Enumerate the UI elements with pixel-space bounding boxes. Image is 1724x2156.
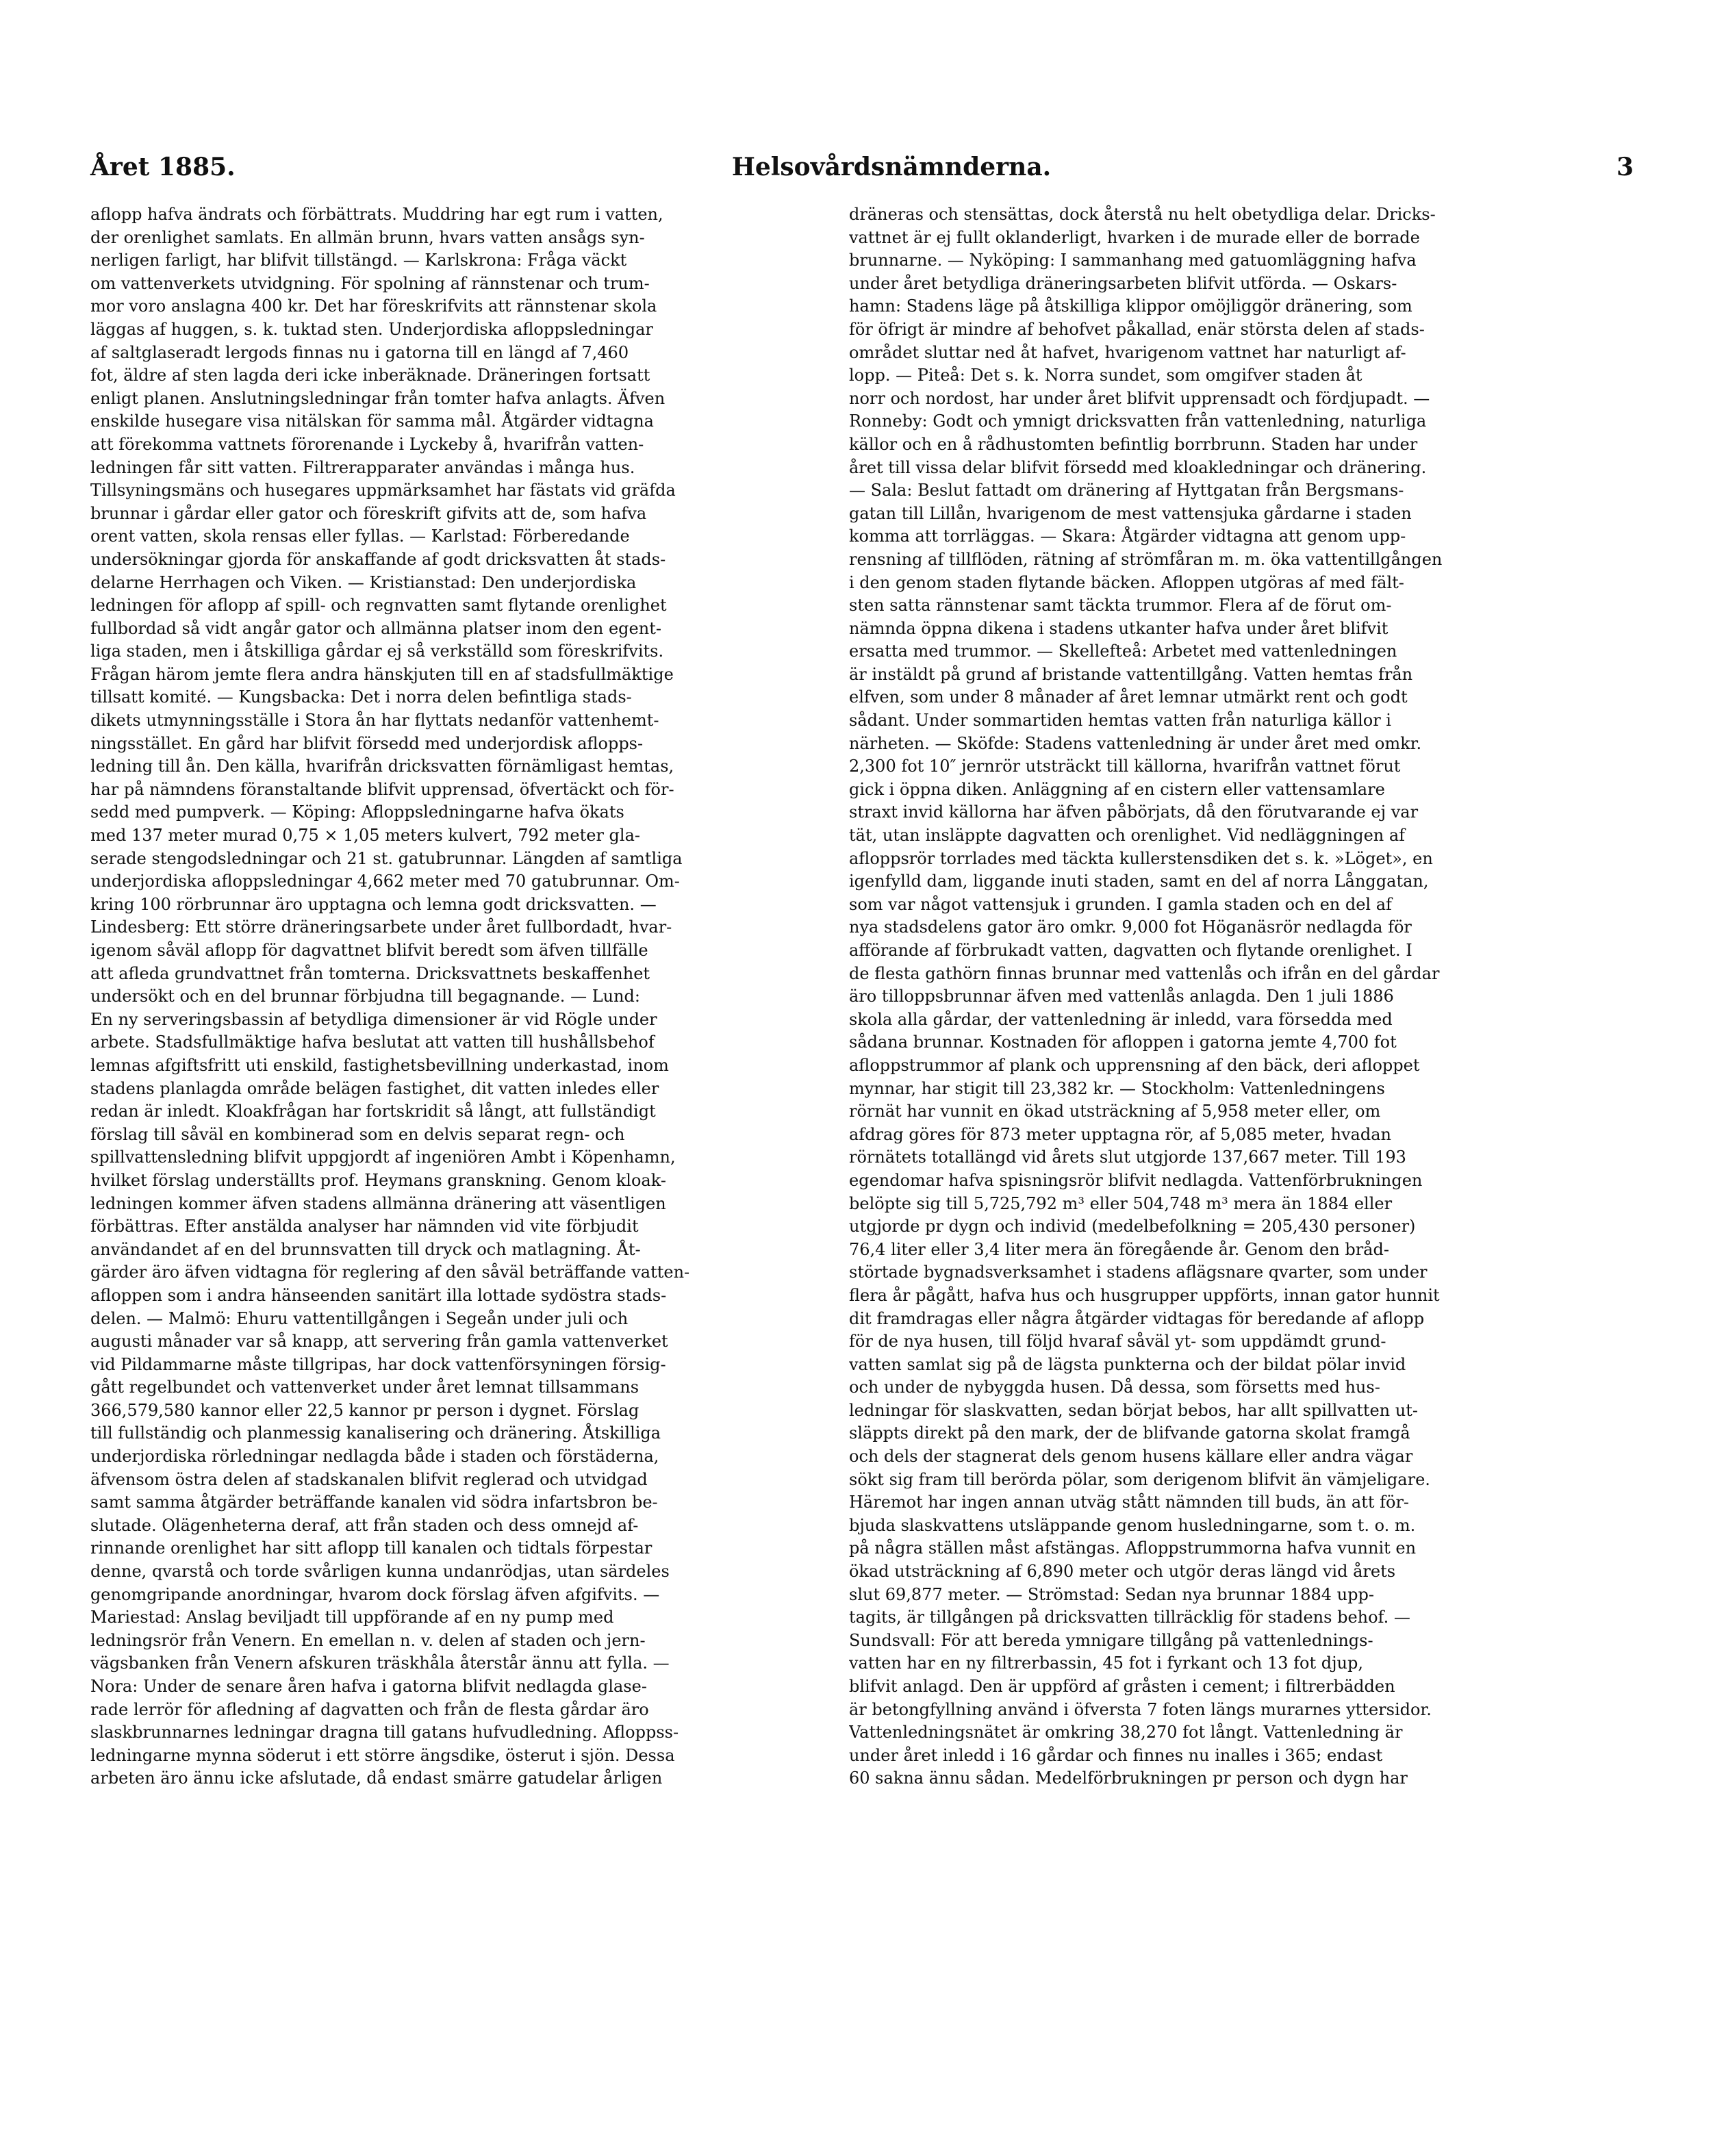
text-line: att förekomma vattnets förorenande i Lyckeby å, hvarifrån vatten- xyxy=(90,434,644,454)
text-line: mor voro anslagna 400 kr. Det har föreskrifvits att rännstenar skola xyxy=(90,296,657,316)
text-line: vägsbanken från Venern afskuren träskhåla återstår ännu att fylla. — xyxy=(90,1653,670,1673)
text-line: till fullständig och planmessig kanalisering och dränering. Åtskilliga xyxy=(90,1423,661,1443)
text-line: året till vissa delar blifvit försedd med kloakledningar och dränering. xyxy=(849,457,1427,477)
text-line: de flesta gathörn finnas brunnar med vattenlås och ifrån en del gårdar xyxy=(849,963,1440,983)
text-line: under året inledd i 16 gårdar och finnes nu inalles i 365; endast xyxy=(849,1745,1383,1765)
text-line: källor och en å rådhustomten befintlig borrbrunn. Staden har under xyxy=(849,434,1418,454)
text-line: ökad utsträckning af 6,890 meter och utgör deras längd vid årets xyxy=(849,1562,1396,1582)
text-line: i den genom staden flytande bäcken. Afloppen utgöras af med fält- xyxy=(849,572,1404,592)
text-line: och under de nybyggda husen. Då dessa, som försetts med hus- xyxy=(849,1378,1380,1397)
text-line: vid Pildammarne måste tillgripas, har dock vattenförsyningen försig- xyxy=(90,1354,666,1374)
text-line: Tillsyningsmäns och husegares uppmärksamhet har fästats vid gräfda xyxy=(90,481,676,500)
text-line: användandet af en del brunnsvatten till dryck och matlagning. Åt- xyxy=(90,1239,641,1259)
text-line: Ronneby: Godt och ymnigt dricksvatten från vattenledning, naturliga xyxy=(849,411,1427,431)
text-line: underjordiska afloppsledningar 4,662 meter med 70 gatubrunnar. Om- xyxy=(90,872,680,891)
text-line: ledningar för slaskvatten, sedan börjat bebos, har allt spillvatten ut- xyxy=(849,1400,1418,1420)
text-line: att afleda grundvattnet från tomterna. Dricksvattnets beskaffenhet xyxy=(90,963,650,983)
text-line: nya stadsdelens gator äro omkr. 9,000 fot Höganäsrör nedlagda för xyxy=(849,917,1412,937)
text-line: enskilde husegare visa nitälskan för samma mål. Åtgärder vidtagna xyxy=(90,411,654,431)
text-line: rörnät har vunnit en ökad utsträckning af 5,958 meter eller, om xyxy=(849,1102,1381,1121)
text-line: genomgripande anordningar, hvarom dock förslag äfven afgifvits. — xyxy=(90,1584,660,1604)
text-line: ledningen kommer äfven stadens allmänna dränering att väsentligen xyxy=(90,1193,666,1213)
text-line: sådana brunnar. Kostnaden för afloppen i gatorna jemte 4,700 fot xyxy=(849,1032,1397,1052)
text-line: mynnar, har stigit till 23,382 kr. — Stockholm: Vattenledningens xyxy=(849,1078,1385,1098)
text-line: slutade. Olägenheterna deraf, att från staden och dess omnejd af- xyxy=(90,1515,639,1535)
text-line: hvilket förslag underställts prof. Heymans granskning. Genom kloak- xyxy=(90,1170,666,1190)
text-line: dräneras och stensättas, dock återstå nu helt obetydliga delar. Dricks- xyxy=(849,205,1436,224)
text-line: vatten samlat sig på de lägsta punkterna och der bildat pölar invid xyxy=(849,1354,1406,1374)
text-line: vatten har en ny filtrerbassin, 45 fot i fyrkant och 13 fot djup, xyxy=(849,1653,1363,1673)
text-line: på några ställen måst afstängas. Afloppstrummorna hafva vunnit en xyxy=(849,1538,1417,1558)
text-line: afloppstrummor af plank och upprensning af den bäck, deri afloppet xyxy=(849,1055,1420,1075)
text-line: afförande af förbrukadt vatten, dagvatten och flytande orenlighet. I xyxy=(849,941,1412,960)
text-line: Lindesberg: Ett större dräneringsarbete under året fullbordadt, hvar- xyxy=(90,917,672,937)
text-line: med 137 meter murad 0,75 × 1,05 meters kulvert, 792 meter gla- xyxy=(90,826,641,846)
text-line: sten satta rännstenar samt täckta trummor. Flera af de förut om- xyxy=(849,596,1392,616)
text-line: har på nämndens föranstaltande blifvit upprensad, öfvertäckt och för- xyxy=(90,779,674,799)
text-line: förslag till såväl en kombinerad som en delvis separat regn- och xyxy=(90,1124,625,1144)
text-line: igenfylld dam, liggande inuti staden, samt en del af norra Långgatan, xyxy=(849,872,1429,891)
text-line: Nora: Under de senare åren hafva i gatorna blifvit nedlagda glase- xyxy=(90,1677,647,1696)
text-line: förbättras. Efter anstälda analyser har nämnden vid vite förbjudit xyxy=(90,1217,639,1236)
text-line: rensning af tillflöden, rätning af strömfåran m. m. öka vattentillgången xyxy=(849,549,1443,569)
text-line: enligt planen. Anslutningsledningar från tomter hafva anlagts. Äfven xyxy=(90,388,665,408)
text-line: om vattenverkets utvidgning. För spolning af rännstenar och trum- xyxy=(90,273,650,293)
text-line: Sundsvall: För att bereda ymnigare tillgång på vattenlednings- xyxy=(849,1630,1373,1650)
text-line: redan är inledt. Kloakfrågan har fortskridit så långt, att fullständigt xyxy=(90,1102,656,1121)
text-line: spillvattensledning blifvit uppgjordt af ingeniören Ambt i Köpenhamn, xyxy=(90,1147,676,1167)
page-header xyxy=(90,152,1634,185)
text-line: äro tilloppsbrunnar äfven med vattenlås anlagda. Den 1 juli 1886 xyxy=(849,987,1394,1006)
text-line: rade lerrör för afledning af dagvatten och från de flesta gårdar äro xyxy=(90,1699,649,1719)
text-line: nerligen farligt, har blifvit tillstängd. — Karlskrona: Fråga väckt xyxy=(90,251,627,270)
text-line: norr och nordost, har under året blifvit upprensadt och fördjupadt. — xyxy=(849,388,1430,408)
text-line: och dels der stagnerat dels genom husens källare eller andra vägar xyxy=(849,1447,1413,1467)
text-line: tillsatt komité. — Kungsbacka: Det i norra delen befintliga stads- xyxy=(90,687,632,707)
text-line: fot, äldre af sten lagda deri icke inberäknade. Dräneringen fortsatt xyxy=(90,366,650,385)
text-line: afdrag göres för 873 meter upptagna rör, af 5,085 meter, hvadan xyxy=(849,1124,1391,1144)
text-line: serade stengodsledningar och 21 st. gatubrunnar. Längden af samtliga xyxy=(90,848,683,868)
text-line: för öfrigt är mindre af behofvet påkallad, enär största delen af stads- xyxy=(849,319,1425,339)
text-line: skola alla gårdar, der vattenledning är inledd, vara försedda med xyxy=(849,1009,1393,1029)
text-line: augusti månader var så knapp, att servering från gamla vattenverket xyxy=(90,1332,668,1352)
text-line: nämnda öppna dikena i stadens utkanter hafva under året blifvit xyxy=(849,618,1389,638)
text-line: gick i öppna diken. Anläggning af en cistern eller vattensamlare xyxy=(849,779,1385,799)
text-line: slaskbrunnarnes ledningar dragna till gatans hufvudledning. Afloppss- xyxy=(90,1723,679,1742)
header-year: Året 1885. xyxy=(90,153,236,181)
text-line: vattnet är ej fullt oklanderligt, hvarken i de murade eller de borrade xyxy=(849,227,1420,247)
text-line: egendomar hafva spisningsrör blifvit nedlagda. Vattenförbrukningen xyxy=(849,1170,1423,1190)
text-line: sådant. Under sommartiden hemtas vatten från naturliga källor i xyxy=(849,711,1391,731)
text-line: ledningen får sitt vatten. Filtrerapparater användas i många hus. xyxy=(90,457,635,477)
text-line: underjordiska rörledningar nedlagda både i staden och förstäderna, xyxy=(90,1447,659,1467)
text-line: dikets utmynningsställe i Stora ån har flyttats nedanför vattenhemt- xyxy=(90,711,659,731)
text-line: igenom såväl aflopp för dagvattnet blifvit beredt som äfven tillfälle xyxy=(90,941,648,960)
text-line: rinnande orenlighet har sitt aflopp till kanalen och tidtals förpestar xyxy=(90,1538,652,1558)
text-line: som var något vattensjuk i grunden. I gamla staden och en del af xyxy=(849,894,1392,914)
text-line: arbete. Stadsfullmäktige hafva beslutat att vatten till hushållsbehof xyxy=(90,1032,655,1052)
text-line: närheten. — Sköfde: Stadens vattenledning är under året med omkr. xyxy=(849,733,1422,753)
text-line: under året betydliga dräneringsarbeten blifvit utförda. — Oskars- xyxy=(849,273,1397,293)
text-line: delen. — Malmö: Ehuru vattentillgången i Segeån under juli och xyxy=(90,1308,629,1328)
text-line: sökt sig fram till berörda pölar, som derigenom blifvit än vämjeligare. xyxy=(849,1469,1430,1489)
text-line: brunnar i gårdar eller gator och föreskrift gifvits att de, som hafva xyxy=(90,503,647,523)
text-line: aflopp hafva ändrats och förbättrats. Muddring har egt rum i vatten, xyxy=(90,205,663,224)
text-line: området sluttar ned åt hafvet, hvarigenom vattnet har naturligt af- xyxy=(849,342,1406,362)
text-line: är instäldt på grund af bristande vattentillgång. Vatten hemtas från xyxy=(849,664,1413,684)
text-line: elfven, som under 8 månader af året lemnar utmärkt rent och godt xyxy=(849,687,1408,707)
text-line: straxt invid källorna har äfven påbörjats, då den förutvarande ej var xyxy=(849,802,1419,822)
text-line: läggas af huggen, s. k. tuktad sten. Underjordiska afloppsledningar xyxy=(90,319,653,339)
text-line: hamn: Stadens läge på åtskilliga klippor omöjliggör dränering, som xyxy=(849,296,1412,316)
text-line: kring 100 rörbrunnar äro upptagna och lemna godt dricksvatten. — xyxy=(90,894,657,914)
text-line: 2,300 fot 10″ jernrör utsträckt till källorna, hvarifrån vattnet förut xyxy=(849,757,1401,776)
text-line: Häremot har ingen annan utväg stått nämnden till buds, än att för- xyxy=(849,1493,1410,1512)
header-title: Helsovårdsnämnderna. xyxy=(731,153,1052,181)
text-line: samt samma åtgärder beträffande kanalen vid södra infartsbron be- xyxy=(90,1493,658,1512)
text-line: undersökt och en del brunnar förbjudna till begagnande. — Lund: xyxy=(90,987,640,1006)
text-line: belöpte sig till 5,725,792 m³ eller 504,748 m³ mera än 1884 eller xyxy=(849,1193,1393,1213)
text-line: släppts direkt på den mark, der de blifvande gatorna skolat framgå xyxy=(849,1423,1410,1443)
page-number: 3 xyxy=(1616,153,1634,181)
text-line: dit framdragas eller några åtgärder vidtagas för beredande af aflopp xyxy=(849,1308,1425,1328)
text-line: denne, qvarstå och torde svårligen kunna undanrödjas, utan särdeles xyxy=(90,1562,670,1582)
text-line: orent vatten, skola rensas eller fyllas. — Karlstad: Förberedande xyxy=(90,527,630,546)
text-line: der orenlighet samlats. En allmän brunn, hvars vatten ansågs syn- xyxy=(90,227,645,247)
text-line: En ny serveringsbassin af betydliga dimensioner är vid Rögle under xyxy=(90,1009,657,1029)
text-line: tät, utan insläppte dagvatten och orenlighet. Vid nedläggningen af xyxy=(849,826,1406,846)
text-line: — Sala: Beslut fattadt om dränering af Hyttgatan från Bergsmans- xyxy=(849,481,1404,500)
text-line: 60 sakna ännu sådan. Medelförbrukningen pr person och dygn har xyxy=(849,1768,1408,1788)
text-line: liga staden, men i åtskilliga gårdar ej så verkställd som föreskrifvits. xyxy=(90,642,664,661)
text-line: ersatta med trummor. — Skellefteå: Arbetet med vattenledningen xyxy=(849,642,1397,661)
text-line: blifvit anlagd. Den är uppförd af gråsten i cement; i filtrerbädden xyxy=(849,1677,1395,1696)
text-line: stadens planlagda område belägen fastighet, dit vatten inledes eller xyxy=(90,1078,659,1098)
text-line: för de nya husen, till följd hvaraf såväl yt- som uppdämdt grund- xyxy=(849,1332,1386,1352)
text-line: undersökningar gjorda för anskaffande af godt dricksvatten åt stads- xyxy=(90,549,666,569)
text-line: Vattenledningsnätet är omkring 38,270 fot långt. Vattenledning är xyxy=(849,1723,1403,1742)
text-line: äfvensom östra delen af stadskanalen blifvit reglerad och utvidgad xyxy=(90,1469,648,1489)
text-line: ledning till ån. Den källa, hvarifrån dricksvatten förnämligast hemtas, xyxy=(90,757,674,776)
text-line: störtade bygnadsverksamhet i stadens aflägsnare qvarter, som under xyxy=(849,1263,1428,1282)
text-line: sedd med pumpverk. — Köping: Afloppsledningarne hafva ökats xyxy=(90,802,624,822)
text-line: Mariestad: Anslag beviljadt till uppförande af en ny pump med xyxy=(90,1608,614,1627)
text-line: bjuda slaskvattens utsläppande genom husledningarne, som t. o. m. xyxy=(849,1515,1416,1535)
text-line: ledningarne mynna söderut i ett större ängsdike, österut i sjön. Dessa xyxy=(90,1745,675,1765)
text-line: arbeten äro ännu icke afslutade, då endast smärre gatudelar årligen xyxy=(90,1768,663,1788)
text-line: tagits, är tillgången på dricksvatten tillräcklig för stadens behof. — xyxy=(849,1608,1410,1627)
text-line: af saltglaseradt lergods finnas nu i gatorna till en längd af 7,460 xyxy=(90,342,629,362)
text-line: slut 69,877 meter. — Strömstad: Sedan nya brunnar 1884 upp- xyxy=(849,1584,1374,1604)
text-line: ledningsrör från Venern. En emellan n. v. delen af staden och jern- xyxy=(90,1630,646,1650)
text-line: är betongfyllning använd i öfversta 7 foten längs murarnes yttersidor. xyxy=(849,1699,1432,1719)
text-line: gått regelbundet och vattenverket under året lemnat tillsammans xyxy=(90,1378,639,1397)
text-line: rörnätets totallängd vid årets slut utgjorde 137,667 meter. Till 193 xyxy=(849,1147,1406,1167)
text-line: afloppsrör torrlades med täckta kullerstensdiken det s. k. »Löget», en xyxy=(849,848,1433,868)
text-line: ningsstället. En gård har blifvit försedd med underjordisk aflopps- xyxy=(90,733,644,753)
text-line: lopp. — Piteå: Det s. k. Norra sundet, som omgifver staden åt xyxy=(849,366,1362,385)
text-line: ledningen för aflopp af spill- och regnvatten samt flytande orenlighet xyxy=(90,596,667,616)
right-text-column xyxy=(849,203,1561,1790)
text-line: 76,4 liter eller 3,4 liter mera än föregående år. Genom den bråd- xyxy=(849,1239,1389,1259)
text-line: gatan till Lillån, hvarigenom de mest vattensjuka gårdarne i staden xyxy=(849,503,1412,523)
text-line: komma att torrläggas. — Skara: Åtgärder vidtagna att genom upp- xyxy=(849,527,1406,546)
text-line: 366,579,580 kannor eller 22,5 kannor pr person i dygnet. Förslag xyxy=(90,1400,639,1420)
text-line: utgjorde pr dygn och individ (medelbefolkning = 205,430 personer) xyxy=(849,1217,1416,1236)
text-line: brunnarne. — Nyköping: I sammanhang med gatuomläggning hafva xyxy=(849,251,1417,270)
text-line: Frågan härom jemte flera andra hänskjuten till en af stadsfullmäktige xyxy=(90,664,674,684)
text-line: lemnas afgiftsfritt uti enskild, fastighetsbevillning underkastad, inom xyxy=(90,1055,669,1075)
text-line: gärder äro äfven vidtagna för reglering af den såväl beträffande vatten- xyxy=(90,1263,690,1282)
text-line: fullbordad så vidt angår gator och allmänna platser inom den egent- xyxy=(90,618,661,638)
text-line: afloppen som i andra hänseenden sanitärt illa lottade sydöstra stads- xyxy=(90,1285,667,1305)
left-text-column xyxy=(90,203,802,1790)
text-line: delarne Herrhagen och Viken. — Kristianstad: Den underjordiska xyxy=(90,572,637,592)
text-line: flera år pågått, hafva hus och husgrupper uppförts, innan gator hunnit xyxy=(849,1285,1440,1305)
